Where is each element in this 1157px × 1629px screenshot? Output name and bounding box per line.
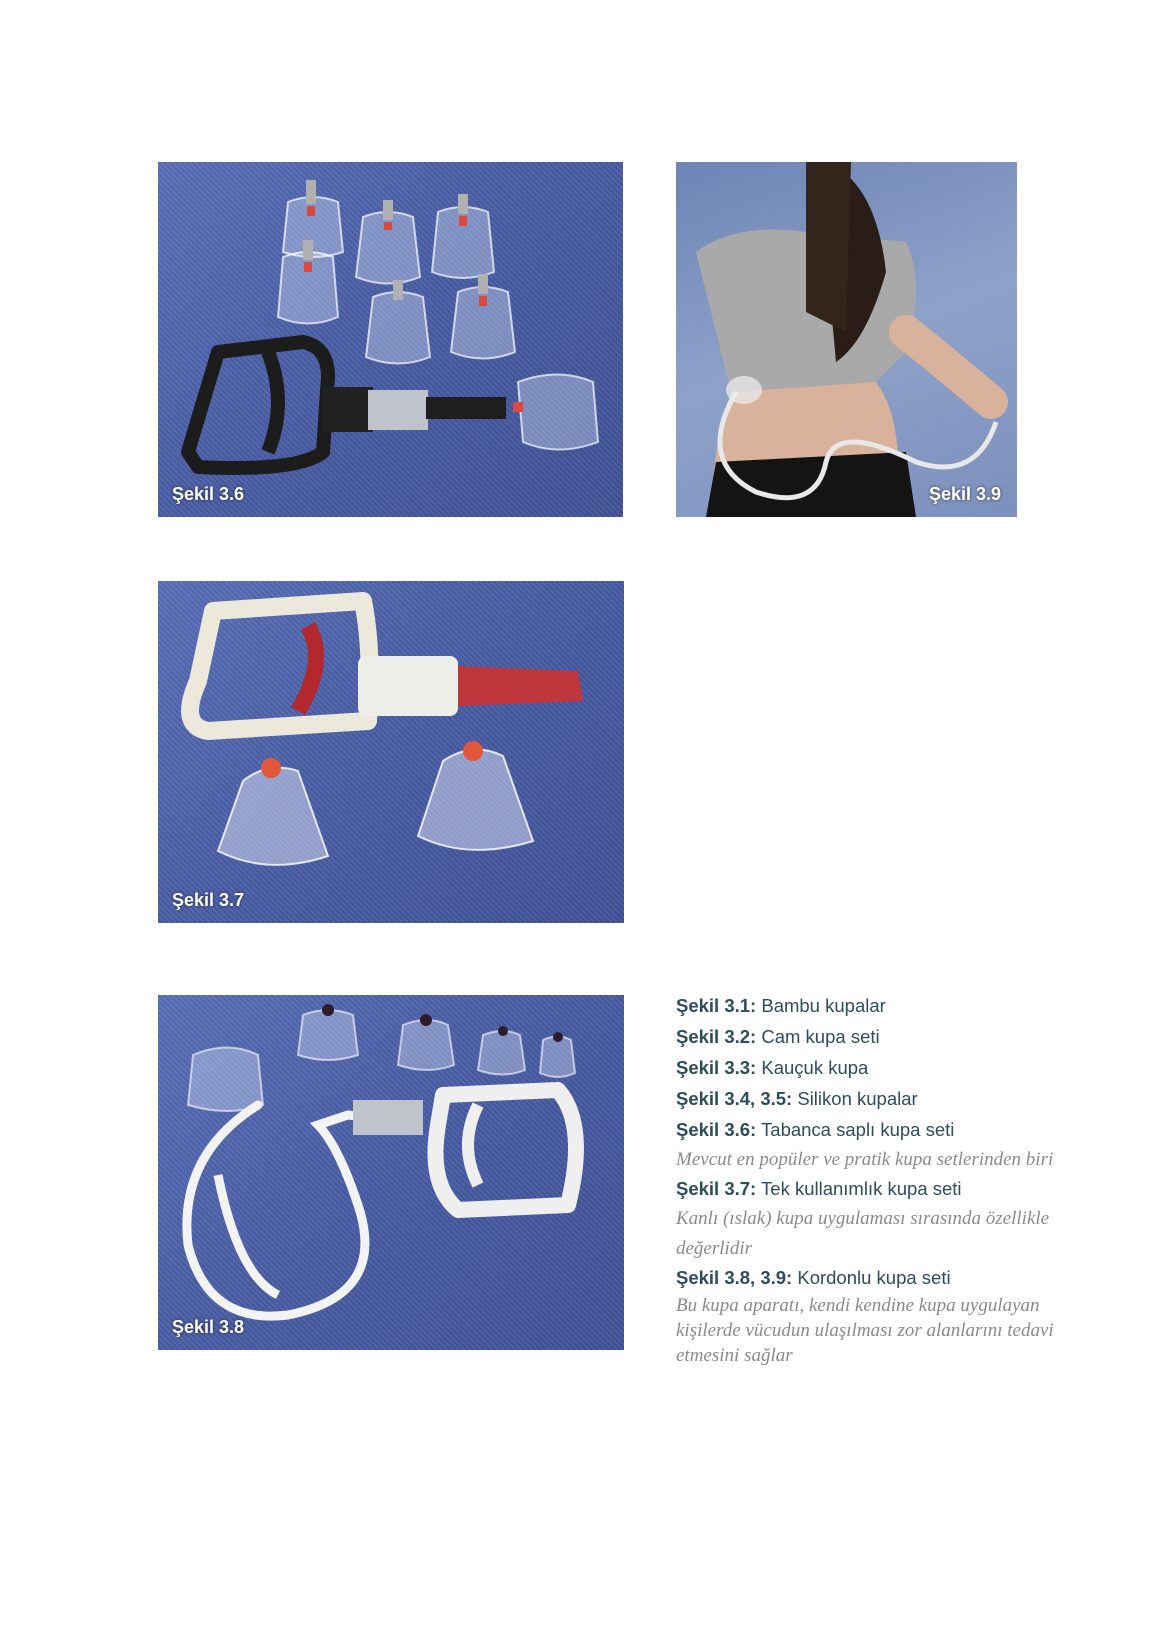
- figure-3-8-photo: [158, 995, 624, 1350]
- figure-caption: Şekil 3.7: [172, 890, 245, 910]
- person-back-illustration: [676, 162, 1017, 517]
- legend-item: Şekil 3.7: Tek kullanımlık kupa seti: [676, 1178, 962, 1199]
- legend-item: Şekil 3.1: Bambu kupalar: [676, 995, 886, 1016]
- figure-caption: Şekil 3.8: [172, 1317, 245, 1337]
- legend-item: Şekil 3.8, 3.9: Kordonlu kupa seti: [676, 1267, 951, 1288]
- legend-item: Şekil 3.2: Cam kupa seti: [676, 1026, 880, 1047]
- figure-3-7-photo: [158, 581, 624, 923]
- legend-item: Şekil 3.3: Kauçuk kupa: [676, 1057, 869, 1078]
- figure-3-6-photo: [158, 162, 623, 517]
- legend-note: Mevcut en popüler ve pratik kupa setlerinden biri: [676, 1149, 1054, 1170]
- figure-legend: [676, 996, 1096, 1372]
- legend-item: Şekil 3.4, 3.5: Silikon kupalar: [676, 1088, 918, 1109]
- legend-item: Şekil 3.6: Tabanca saplı kupa seti: [676, 1119, 955, 1140]
- corded-set-illustration: [158, 995, 624, 1350]
- legend-note: Bu kupa aparatı, kendi kendine kupa uygulayan kişilerde vücudun ulaşılması zor alanlarını tedavi etmesini sağlar: [676, 1295, 1054, 1366]
- legend-note: Kanlı (ıslak) kupa uygulaması sırasında özellikle değerlidir: [676, 1208, 1050, 1259]
- figure-caption: Şekil 3.9: [928, 484, 1001, 504]
- figure-3-9-photo: [676, 162, 1017, 517]
- cupping-set-illustration: [158, 162, 623, 517]
- figure-caption: Şekil 3.6: [172, 484, 245, 504]
- single-use-set-illustration: [158, 581, 624, 923]
